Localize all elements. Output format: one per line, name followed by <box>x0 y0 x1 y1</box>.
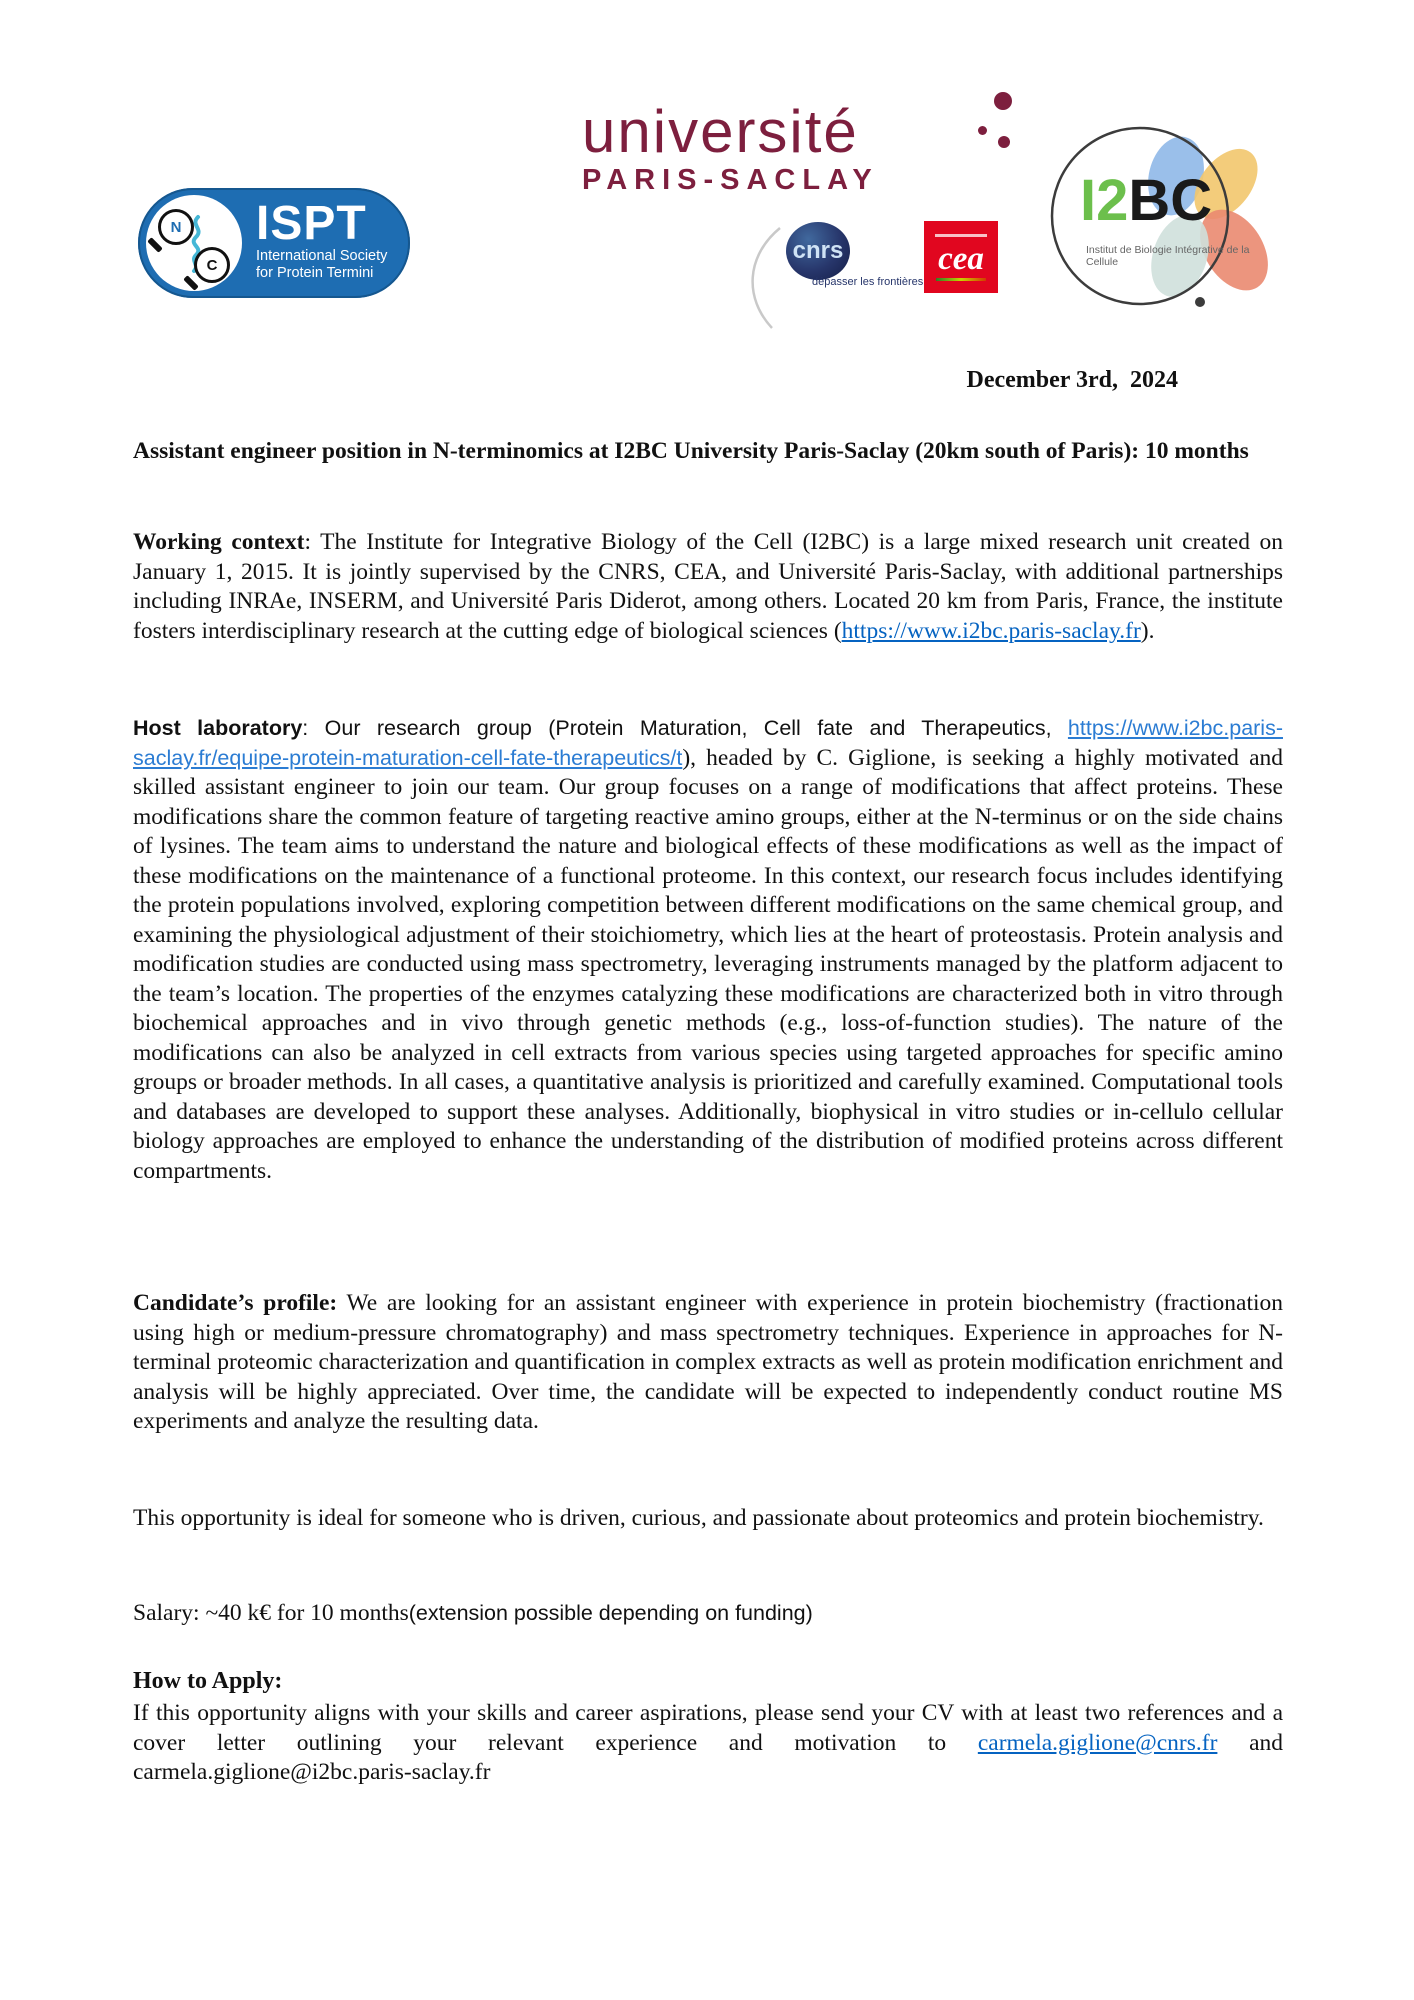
how-to-apply-heading: How to Apply: <box>133 1668 283 1694</box>
cea-label: cea <box>938 240 984 277</box>
logo-dot <box>994 92 1012 110</box>
cea-microtext-bar <box>935 234 987 237</box>
i2bc-acronym-black: BC <box>1128 168 1213 233</box>
logo-dot <box>998 136 1010 148</box>
salary-sans-part: (extension possible depending on funding) <box>408 1601 813 1625</box>
candidate-profile-lead: Candidate’s profile: <box>133 1290 338 1316</box>
ispt-logo-text <box>256 197 388 282</box>
i2bc-acronym <box>1080 168 1213 233</box>
opportunity-paragraph: This opportunity is ideal for someone who is driven, curious, and passionate about proteomics and protein biochemistry. <box>133 1505 1264 1531</box>
c-terminus-magnifier-icon <box>194 247 230 283</box>
apply-body: If this opportunity aligns with your skills and career aspirations, please send your CV with at least two references and a cover letter outlining your relevant experience and motivation to <box>133 1700 1283 1756</box>
email-link[interactable]: carmela.giglione@cnrs.fr <box>977 1729 1218 1756</box>
host-laboratory-intro: : Our research group (Protein Maturation, Cell fate and Therapeutics, <box>302 716 1068 740</box>
cea-underline <box>936 278 986 281</box>
page-title: Assistant engineer position in N-terminomics at I2BC University Paris-Saclay (20km south of Paris): 10 months <box>133 438 1249 464</box>
working-context-paragraph <box>133 528 1283 646</box>
host-laboratory-body: ), headed by C. Giglione, is seeking a highly motivated and skilled assistant engineer to join our team. Our group focuses on a range of modifications that affect proteins. These modifications share the common feature of targeting reactive amino groups, either at the N-terminus or on the side chains of lysines. The team aims to understand the nature and biological effects of these modifications as well as the impact of these modifications on the maintenance of a functional proteome. In this context, our research focus includes identifying the protein populations involved, exploring competition between different modifications on the same chemical group, and examining the physiological adjustment of their stoichiometry, which lies at the heart of proteostasis. Protein analysis and modification studies are conducted using mass spectrometry, leveraging instruments managed by the platform adjacent to the team’s location. The properties of the enzymes catalyzing these modifications are characterized both in vitro through biochemical approaches and in vivo through genetic methods (e.g., loss-of-function studies). The nature of the modifications can also be analyzed in cell extracts from various species using targeted approaches for specific amino groups or broader methods. In all cases, a quantitative analysis is prioritized and carefully examined. Computational tools and databases are developed to support these analyses. Additionally, biophysical in vitro studies or in-cellulo cellular biology approaches are employed to enhance the understanding of the distribution of modified proteins across different compartments. <box>133 744 1283 1184</box>
candidate-profile-paragraph <box>133 1289 1283 1437</box>
paris-saclay-swoosh <box>742 226 788 330</box>
ispt-acronym: ISPT <box>256 197 367 250</box>
i2bc-acronym-green: I2 <box>1080 168 1129 233</box>
salary-line <box>133 1599 1283 1629</box>
apply-body-after: and carmela.giglione@i2bc.paris-saclay.fr <box>133 1729 1283 1785</box>
how-to-apply-paragraph <box>133 1699 1283 1788</box>
cnrs-label: cnrs <box>792 237 844 264</box>
logo-dot <box>978 126 987 135</box>
cea-logo <box>924 221 998 293</box>
salary-serif-part: Salary: ~40 k€ for 10 months <box>133 1600 409 1626</box>
i2bc-logo <box>1028 118 1284 314</box>
working-context-lead: Working context <box>133 529 305 555</box>
working-context-body-after: ). <box>1140 617 1155 644</box>
universite-paris-saclay-logo <box>582 98 1022 196</box>
ispt-logo <box>138 188 410 298</box>
n-label: N <box>170 218 182 236</box>
team-page-link[interactable]: https://www.i2bc.paris-saclay.fr/equipe-protein-maturation-cell-fate-therapeutics/t <box>133 716 1283 770</box>
i2bc-subtitle: Institut de Biologie Intégrative de la Cellule <box>1086 244 1250 268</box>
cnrs-logo <box>786 222 850 280</box>
host-laboratory-lead: Host laboratory <box>133 716 303 740</box>
c-label: C <box>206 256 218 274</box>
n-terminus-magnifier-icon <box>158 209 194 245</box>
cnrs-tagline: dépasser les frontières <box>812 276 924 288</box>
universite-wordmark: université <box>582 98 859 165</box>
document-date: December 3rd, 2024 <box>966 367 1178 393</box>
ispt-subtitle-line1: International Society <box>256 248 388 264</box>
paris-saclay-wordmark: PARIS-SACLAY <box>582 164 879 196</box>
candidate-profile-body: We are looking for an assistant engineer with experience in protein biochemistry (fractionation using high or medium-pressure chromatography) and mass spectrometry techniques. Experience in approaches for N-terminal proteomic characterization and quantification in complex extracts as well as protein modification enrichment and analysis will be highly appreciated. Over time, the candidate will be expected to independently conduct routine MS experiments and analyze the resulting data. <box>133 1290 1283 1434</box>
host-laboratory-paragraph <box>133 714 1283 1186</box>
ispt-logo-emblem <box>146 195 242 291</box>
i2bc-website-link[interactable]: https://www.i2bc.paris-saclay.fr <box>841 617 1141 644</box>
working-context-body: : The Institute for Integrative Biology of the Cell (I2BC) is a large mixed research unit created on January 1, 2015. It is jointly supervised by the CNRS, CEA, and Université Paris-Saclay, with additional partnerships including INRAe, INSERM, and Université Paris Diderot, among others. Located 20 km from Paris, France, the institute fosters interdisciplinary research at the cutting edge of biological sciences ( <box>133 529 1283 644</box>
ispt-subtitle-line2: for Protein Termini <box>256 265 374 281</box>
protein-squiggle-icon <box>146 195 242 291</box>
